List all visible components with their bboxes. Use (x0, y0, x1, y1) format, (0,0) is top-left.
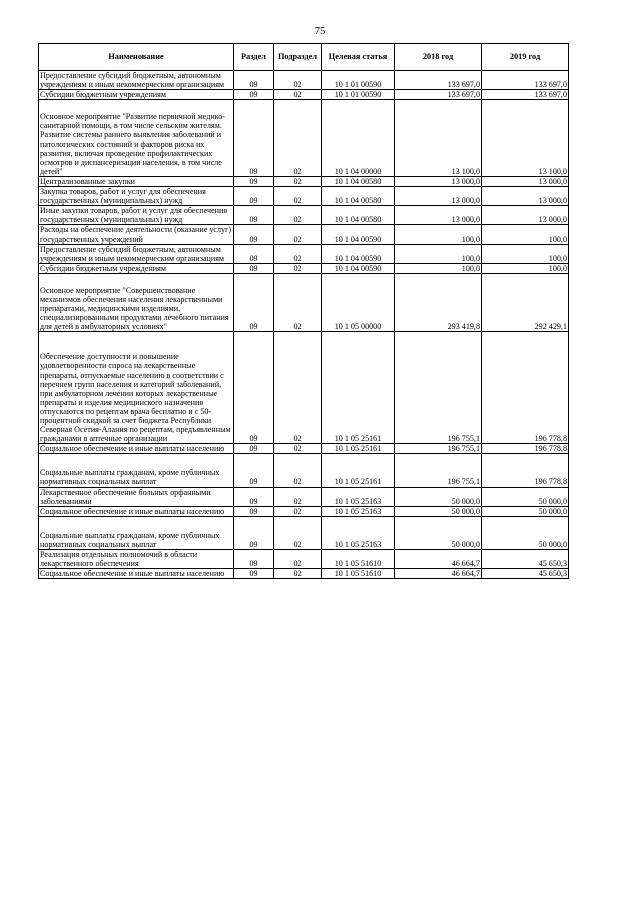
cell-y2018: 13 000,0 (395, 176, 482, 186)
cell-name: Иные закупки товаров, работ и услуг для обеспечения государственных (муниципальных) нужд (39, 206, 234, 225)
cell-section: 09 (234, 516, 274, 549)
cell-section: 09 (234, 100, 274, 177)
cell-target: 10 1 05 51610 (322, 550, 395, 569)
cell-y2019: 292 429,1 (482, 273, 569, 331)
cell-name: Реализация отдельных полномочий в области лекарственного обеспечения (39, 550, 234, 569)
cell-section: 09 (234, 454, 274, 487)
cell-target: 10 1 04 00590 (322, 225, 395, 244)
cell-subsection: 02 (274, 273, 322, 331)
cell-y2018: 133 697,0 (395, 71, 482, 90)
cell-section: 09 (234, 569, 274, 579)
cell-subsection: 02 (274, 244, 322, 263)
table-row (39, 100, 569, 177)
cell-target: 10 1 05 00000 (322, 273, 395, 331)
cell-y2018: 100,0 (395, 263, 482, 273)
header-subsection: Подраздел (274, 44, 322, 71)
cell-subsection: 02 (274, 263, 322, 273)
header-row (39, 44, 569, 71)
cell-target: 10 1 05 25161 (322, 444, 395, 454)
table-row (39, 176, 569, 186)
table-row (39, 506, 569, 516)
cell-y2019: 100,0 (482, 225, 569, 244)
cell-y2018: 133 697,0 (395, 90, 482, 100)
cell-subsection: 02 (274, 332, 322, 444)
cell-section: 09 (234, 244, 274, 263)
cell-section: 09 (234, 71, 274, 90)
table-row (39, 454, 569, 487)
cell-y2019: 13 000,0 (482, 176, 569, 186)
cell-name: Социальное обеспечение и иные выплаты населению (39, 569, 234, 579)
table-row (39, 71, 569, 90)
budget-table (38, 43, 569, 579)
cell-y2019: 13 000,0 (482, 187, 569, 206)
cell-section: 09 (234, 332, 274, 444)
cell-y2019: 100,0 (482, 263, 569, 273)
cell-name: Лекарственное обеспечение больных орфанными заболеваниями (39, 487, 234, 506)
cell-y2018: 13 000,0 (395, 206, 482, 225)
cell-y2019: 133 697,0 (482, 71, 569, 90)
header-name: Наименование (39, 44, 234, 71)
cell-name: Централизованные закупки (39, 176, 234, 186)
cell-y2018: 196 755,1 (395, 454, 482, 487)
cell-section: 09 (234, 550, 274, 569)
cell-target: 10 1 05 25163 (322, 516, 395, 549)
cell-name: Социальное обеспечение и иные выплаты населению (39, 444, 234, 454)
cell-name: Субсидии бюджетным учреждениям (39, 263, 234, 273)
cell-y2018: 196 755,1 (395, 444, 482, 454)
cell-section: 09 (234, 263, 274, 273)
cell-section: 09 (234, 206, 274, 225)
cell-section: 09 (234, 187, 274, 206)
table-row (39, 244, 569, 263)
cell-y2018: 50 000,0 (395, 516, 482, 549)
table-row (39, 225, 569, 244)
table-row (39, 487, 569, 506)
cell-name: Закупка товаров, работ и услуг для обеспечения государственных (муниципальных) нужд (39, 187, 234, 206)
cell-y2019: 50 000,0 (482, 487, 569, 506)
cell-section: 09 (234, 176, 274, 186)
cell-subsection: 02 (274, 487, 322, 506)
cell-subsection: 02 (274, 206, 322, 225)
cell-target: 10 1 05 25163 (322, 506, 395, 516)
cell-target: 10 1 04 00590 (322, 244, 395, 263)
table-row (39, 273, 569, 331)
cell-y2018: 46 664,7 (395, 569, 482, 579)
table-row (39, 263, 569, 273)
table-row (39, 550, 569, 569)
cell-target: 10 1 04 00590 (322, 263, 395, 273)
cell-section: 09 (234, 506, 274, 516)
cell-y2019: 45 650,3 (482, 569, 569, 579)
cell-target: 10 1 01 00590 (322, 90, 395, 100)
cell-name: Социальные выплаты гражданам, кроме публичных нормативных социальных выплат (39, 516, 234, 549)
table-row (39, 187, 569, 206)
cell-subsection: 02 (274, 569, 322, 579)
cell-subsection: 02 (274, 550, 322, 569)
cell-y2018: 13 000,0 (395, 187, 482, 206)
cell-y2019: 50 000,0 (482, 516, 569, 549)
cell-y2019: 45 650,3 (482, 550, 569, 569)
cell-y2018: 50 000,0 (395, 506, 482, 516)
cell-section: 09 (234, 273, 274, 331)
cell-subsection: 02 (274, 71, 322, 90)
table-row (39, 206, 569, 225)
cell-subsection: 02 (274, 444, 322, 454)
cell-name: Социальное обеспечение и иные выплаты населению (39, 506, 234, 516)
cell-target: 10 1 05 25161 (322, 332, 395, 444)
header-2018: 2018 год (395, 44, 482, 71)
cell-name: Предоставление субсидий бюджетным, автономным учреждениям и иным некоммерческим организациям (39, 71, 234, 90)
header-section: Раздел (234, 44, 274, 71)
cell-y2019: 50 000,0 (482, 506, 569, 516)
cell-name: Социальные выплаты гражданам, кроме публичных нормативных социальных выплат (39, 454, 234, 487)
cell-section: 09 (234, 444, 274, 454)
cell-y2018: 100,0 (395, 225, 482, 244)
cell-y2018: 100,0 (395, 244, 482, 263)
cell-section: 09 (234, 225, 274, 244)
cell-y2018: 293 419,8 (395, 273, 482, 331)
cell-target: 10 1 04 00580 (322, 176, 395, 186)
cell-name: Субсидии бюджетным учреждениям (39, 90, 234, 100)
cell-subsection: 02 (274, 100, 322, 177)
table-row (39, 516, 569, 549)
cell-target: 10 1 05 25161 (322, 454, 395, 487)
table-body (39, 71, 569, 579)
cell-y2019: 13 000,0 (482, 206, 569, 225)
cell-y2019: 133 697,0 (482, 90, 569, 100)
cell-subsection: 02 (274, 516, 322, 549)
table-row (39, 332, 569, 444)
cell-target: 10 1 05 51610 (322, 569, 395, 579)
cell-y2018: 13 100,0 (395, 100, 482, 177)
cell-y2019: 196 778,8 (482, 332, 569, 444)
cell-y2019: 13 100,0 (482, 100, 569, 177)
cell-name: Основное мероприятие "Совершенствование механизмов обеспечения населения лекарственными препаратами, медицинскими изделиями, специализированными продуктами лечебного питания для детей в амбулаторных условиях" (39, 273, 234, 331)
cell-subsection: 02 (274, 506, 322, 516)
cell-y2019: 100,0 (482, 244, 569, 263)
table-row (39, 569, 569, 579)
cell-target: 10 1 04 00000 (322, 100, 395, 177)
cell-y2018: 50 000,0 (395, 487, 482, 506)
cell-name: Обеспечение доступности и повышение удовлетворенности спроса на лекарственные препараты, отпускаемые населению в соответствии с перечнем групп населения и категорий заболеваний, при амбулаторном лечении которых лекарственные препараты и изделия медицинского назначения отпускаются по рецептам врача бесплатно и с 50-процентной скидкой за счет бюджета Республики Северная Осетия-Алания по рецептам, предъявленным гражданами в аптечные организации (39, 332, 234, 444)
cell-target: 10 1 04 00580 (322, 187, 395, 206)
cell-y2019: 196 778,8 (482, 454, 569, 487)
header-2019: 2019 год (482, 44, 569, 71)
cell-name: Основное мероприятие "Развитие первичной медико-санитарной помощи, в том числе сельским жителям. Развитие системы раннего выявления заболеваний и патологических состояний и факторов риска их развития, включая проведение профилактических осмотров и диспансеризации населения, в том числе детей" (39, 100, 234, 177)
cell-subsection: 02 (274, 187, 322, 206)
header-target: Целевая статья (322, 44, 395, 71)
cell-y2018: 46 664,7 (395, 550, 482, 569)
cell-subsection: 02 (274, 176, 322, 186)
cell-target: 10 1 01 00590 (322, 71, 395, 90)
page-number: 75 (314, 26, 326, 37)
cell-subsection: 02 (274, 454, 322, 487)
cell-subsection: 02 (274, 90, 322, 100)
table-row (39, 444, 569, 454)
cell-section: 09 (234, 90, 274, 100)
cell-y2019: 196 778,8 (482, 444, 569, 454)
cell-y2018: 196 755,1 (395, 332, 482, 444)
cell-section: 09 (234, 487, 274, 506)
cell-target: 10 1 04 00580 (322, 206, 395, 225)
table-row (39, 90, 569, 100)
cell-name: Расходы на обеспечение деятельности (оказание услуг) государственных учреждений (39, 225, 234, 244)
cell-name: Предоставление субсидий бюджетным, автономным учреждениям и иным некоммерческим организациям (39, 244, 234, 263)
cell-target: 10 1 05 25163 (322, 487, 395, 506)
cell-subsection: 02 (274, 225, 322, 244)
